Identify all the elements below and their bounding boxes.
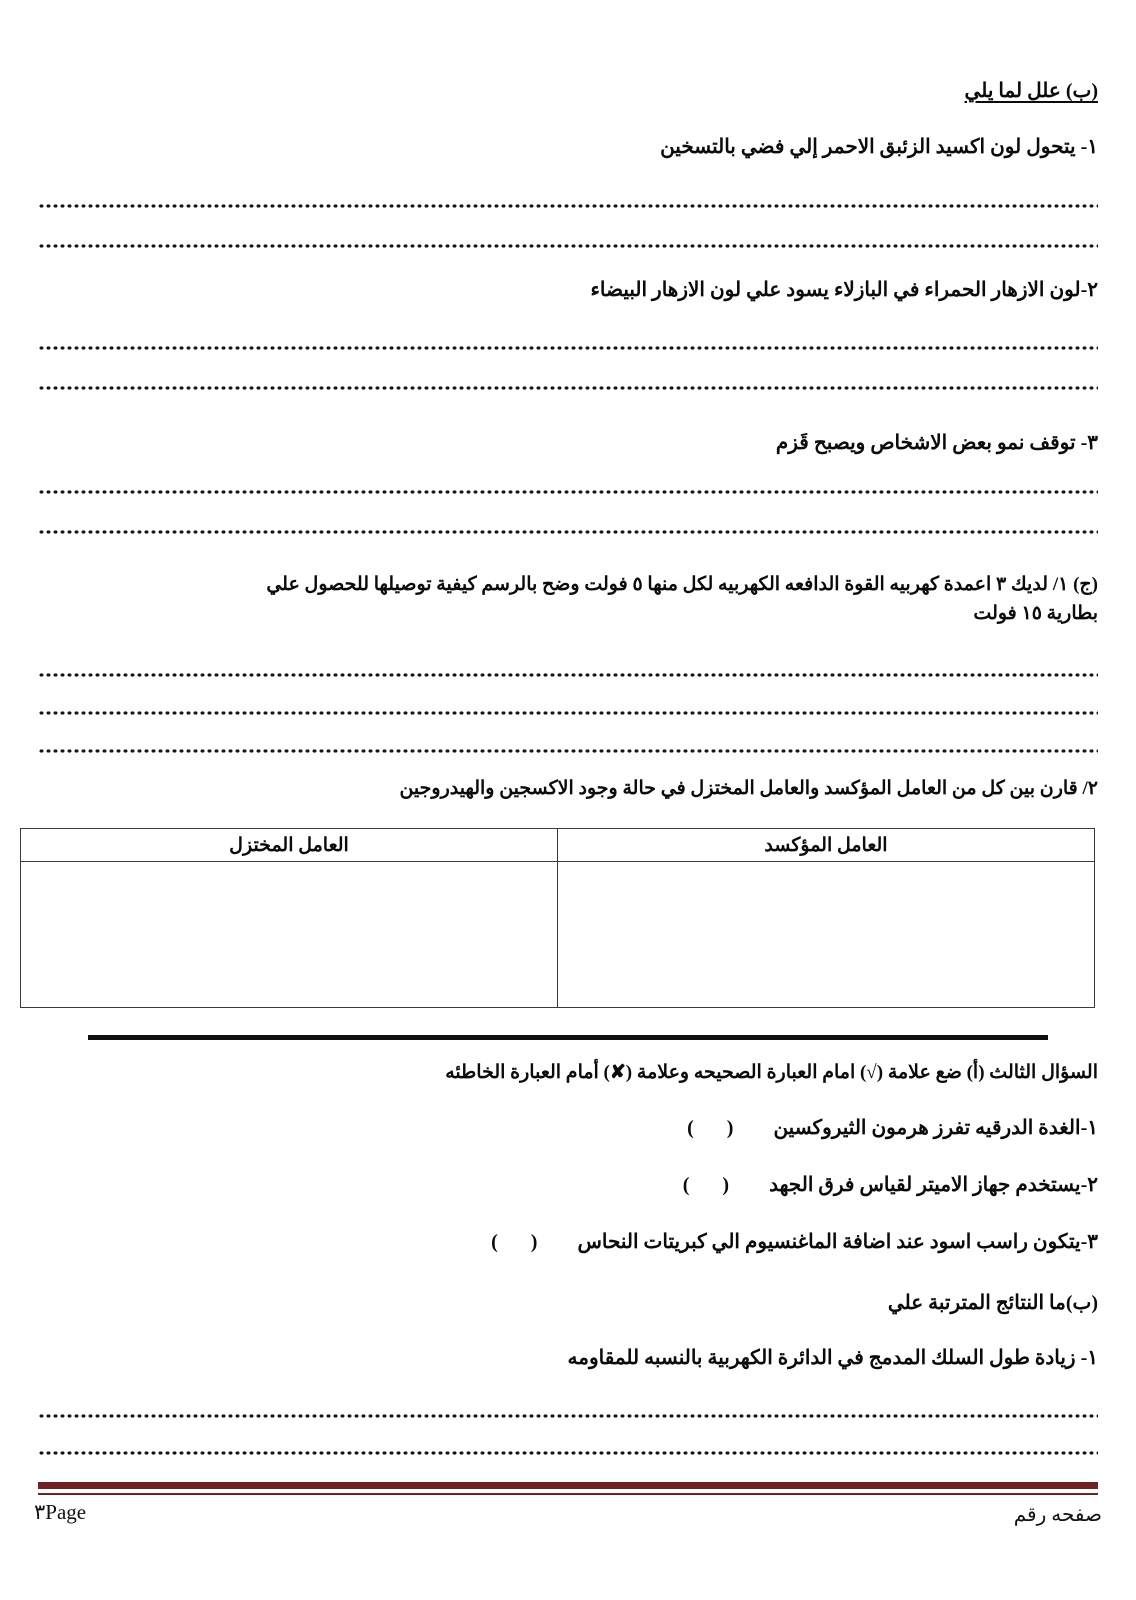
table-header-cell: العامل المؤكسد (558, 829, 1095, 862)
answer-dots-line (38, 243, 1098, 249)
answer-dots-line (38, 529, 1098, 535)
true-false-marks[interactable]: ( ) (491, 1231, 552, 1253)
section-b-item-2: ٢-لون الازهار الحمراء في البازلاء يسود علي لون الازهار البيضاء (590, 279, 1098, 301)
true-false-row (687, 1115, 1098, 1140)
table-row (21, 862, 1095, 1008)
true-false-marks[interactable]: ( ) (687, 1117, 748, 1139)
section-divider (88, 1035, 1048, 1040)
page-number: ٣Page (34, 1500, 87, 1524)
footer-divider-thin (38, 1493, 1098, 1495)
answer-dots-line (38, 1413, 1098, 1419)
section-c-question-2: ٢/ قارن بين كل من العامل المؤكسد والعامل المختزل في حالة وجود الاكسجين والهيدروجين (399, 778, 1098, 799)
answer-dots-line (38, 1450, 1098, 1456)
answer-dots-line (38, 710, 1098, 716)
true-false-marks[interactable]: ( ) (682, 1174, 744, 1196)
answer-dots-line (38, 385, 1098, 391)
section-b-heading (965, 78, 1098, 105)
section-third-part-b-heading: (ب)ما النتائج المترتبة علي (887, 1292, 1098, 1314)
answer-dots-line (38, 489, 1098, 495)
section-third-heading: السؤال الثالث (أ) ضع علامة (√) امام العبارة الصحيحه وعلامة (✘) أمام العبارة الخاطئه (445, 1062, 1098, 1083)
footer-divider-thick (38, 1482, 1098, 1489)
table-header-row (21, 829, 1095, 862)
comparison-table (20, 828, 1095, 1008)
true-false-text: ٢-يستخدم جهاز الاميتر لقياس فرق الجهد (769, 1174, 1098, 1196)
section-b-item-3: ٣- توقف نمو بعض الاشخاص ويصبح قَزم (775, 432, 1098, 454)
section-third-part-b-item-1: ١- زيادة طول السلك المدمج في الدائرة الكهربية بالنسبه للمقاومه (567, 1347, 1098, 1369)
true-false-row (683, 1172, 1098, 1197)
answer-dots-line (38, 672, 1098, 678)
true-false-text: ١-الغدة الدرقيه تفرز هرمون الثيروكسين (773, 1117, 1098, 1139)
true-false-row (491, 1229, 1098, 1254)
answer-dots-line (38, 203, 1098, 209)
section-c-question-1: (ج) ١/ لديك ٣ اعمدة كهربيه القوة الدافعه الكهربيه لكل منها ٥ فولت وضح بالرسم كيفية توصيلها للحصول علي بطارية ١٥ فولت (266, 574, 1098, 625)
table-cell[interactable] (21, 862, 558, 1008)
table-cell[interactable] (558, 862, 1095, 1008)
footer-note: صفحه رقم (1013, 1504, 1102, 1526)
section-b-heading-text: (ب) علل لما يلي (964, 80, 1098, 102)
table-header-cell: العامل المختزل (21, 829, 558, 862)
true-false-text: ٣-يتكون راسب اسود عند اضافة الماغنسيوم الي كبريتات النحاس (577, 1231, 1098, 1253)
answer-dots-line (38, 345, 1098, 351)
answer-dots-line (38, 748, 1098, 754)
section-b-item-1: ١- يتحول لون اكسيد الزئبق الاحمر إلي فضي بالتسخين (660, 136, 1098, 158)
